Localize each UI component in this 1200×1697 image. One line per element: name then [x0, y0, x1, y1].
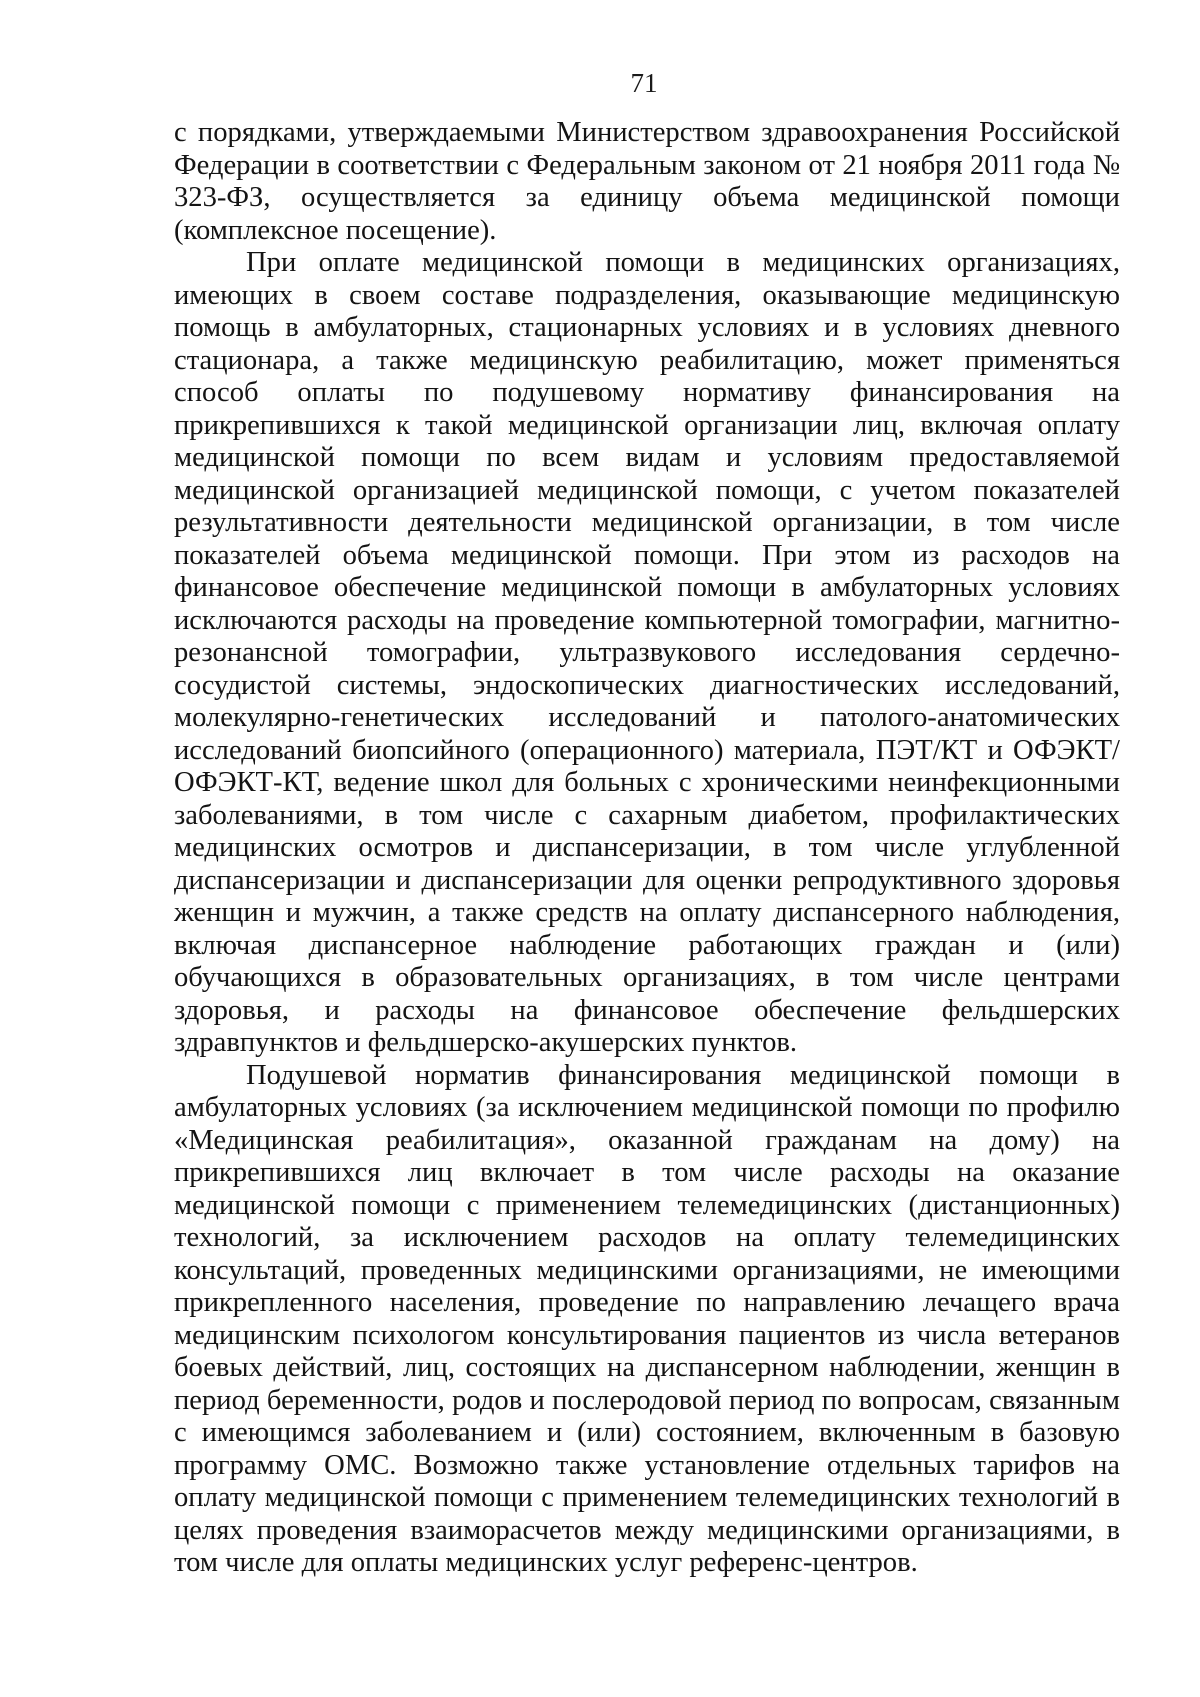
- paragraph-continuation: с порядками, утверждаемыми Министерством здравоохранения Российской Федерации в соответствии с Федеральным законом от 21 ноября 2011 года № 323-ФЗ, осуществляется за единицу объема медицинской помощи (комплексное посещение).: [174, 117, 1120, 246]
- page-number: 71: [630, 68, 658, 98]
- paragraph-payment-methods: При оплате медицинской помощи в медицинских организациях, имеющих в своем составе подразделения, оказывающие медицинскую помощь в амбулаторных, стационарных условиях и в условиях дневного стационара, а также медицинскую реабилитацию, может применяться способ оплаты по подушевому нормативу финансирования на прикрепившихся к такой медицинской организации лиц, включая оплату медицинской помощи по всем видам и условиям предоставляемой медицинской организацией медицинской помощи, с учетом показателей результативности деятельности медицинской организации, в том числе показателей объема медицинской помощи. При этом из расходов на финансовое обеспечение медицинской помощи в амбулаторных условиях исключаются расходы на проведение компьютерной томографии, магнитно-резонансной томографии, ультразвукового исследования сердечно-сосудистой системы, эндоскопических диагностических исследований, молекулярно-генетических исследований и патолого-анатомических исследований биопсийного (операционного) материала, ПЭТ/КТ и ОФЭКТ/ОФЭКТ-КТ, ведение школ для больных с хроническими неинфекционными заболеваниями, в том числе с сахарным диабетом, профилактических медицинских осмотров и диспансеризации, в том числе углубленной диспансеризации и диспансеризации для оценки репродуктивного здоровья женщин и мужчин, а также средств на оплату диспансерного наблюдения, включая диспансерное наблюдение работающих граждан и (или) обучающихся в образовательных организациях, в том числе центрами здоровья, и расходы на финансовое обеспечение фельдшерских здравпунктов и фельдшерско-акушерских пунктов.: [174, 247, 1120, 1058]
- paragraph-per-capita-norm: Подушевой норматив финансирования медицинской помощи в амбулаторных условиях (за исключением медицинской помощи по профилю «Медицинская реабилитация», оказанной гражданам на дому) на прикрепившихся лиц включает в том числе расходы на оказание медицинской помощи с применением телемедицинских (дистанционных) технологий, за исключением расходов на оплату телемедицинских консультаций, проведенных медицинскими организациями, не имеющими прикрепленного населения, проведение по направлению лечащего врача медицинским психологом консультирования пациентов из числа ветеранов боевых действий, лиц, состоящих на диспансерном наблюдении, женщин в период беременности, родов и послеродовой период по вопросам, связанным с имеющимся заболеванием и (или) состоянием, включенным в базовую программу ОМС. Возможно также установление отдельных тарифов на оплату медицинской помощи с применением телемедицинских технологий в целях проведения взаиморасчетов между медицинскими организациями, в том числе для оплаты медицинских услуг референс-центров.: [174, 1059, 1120, 1578]
- document-body: [174, 117, 1120, 1580]
